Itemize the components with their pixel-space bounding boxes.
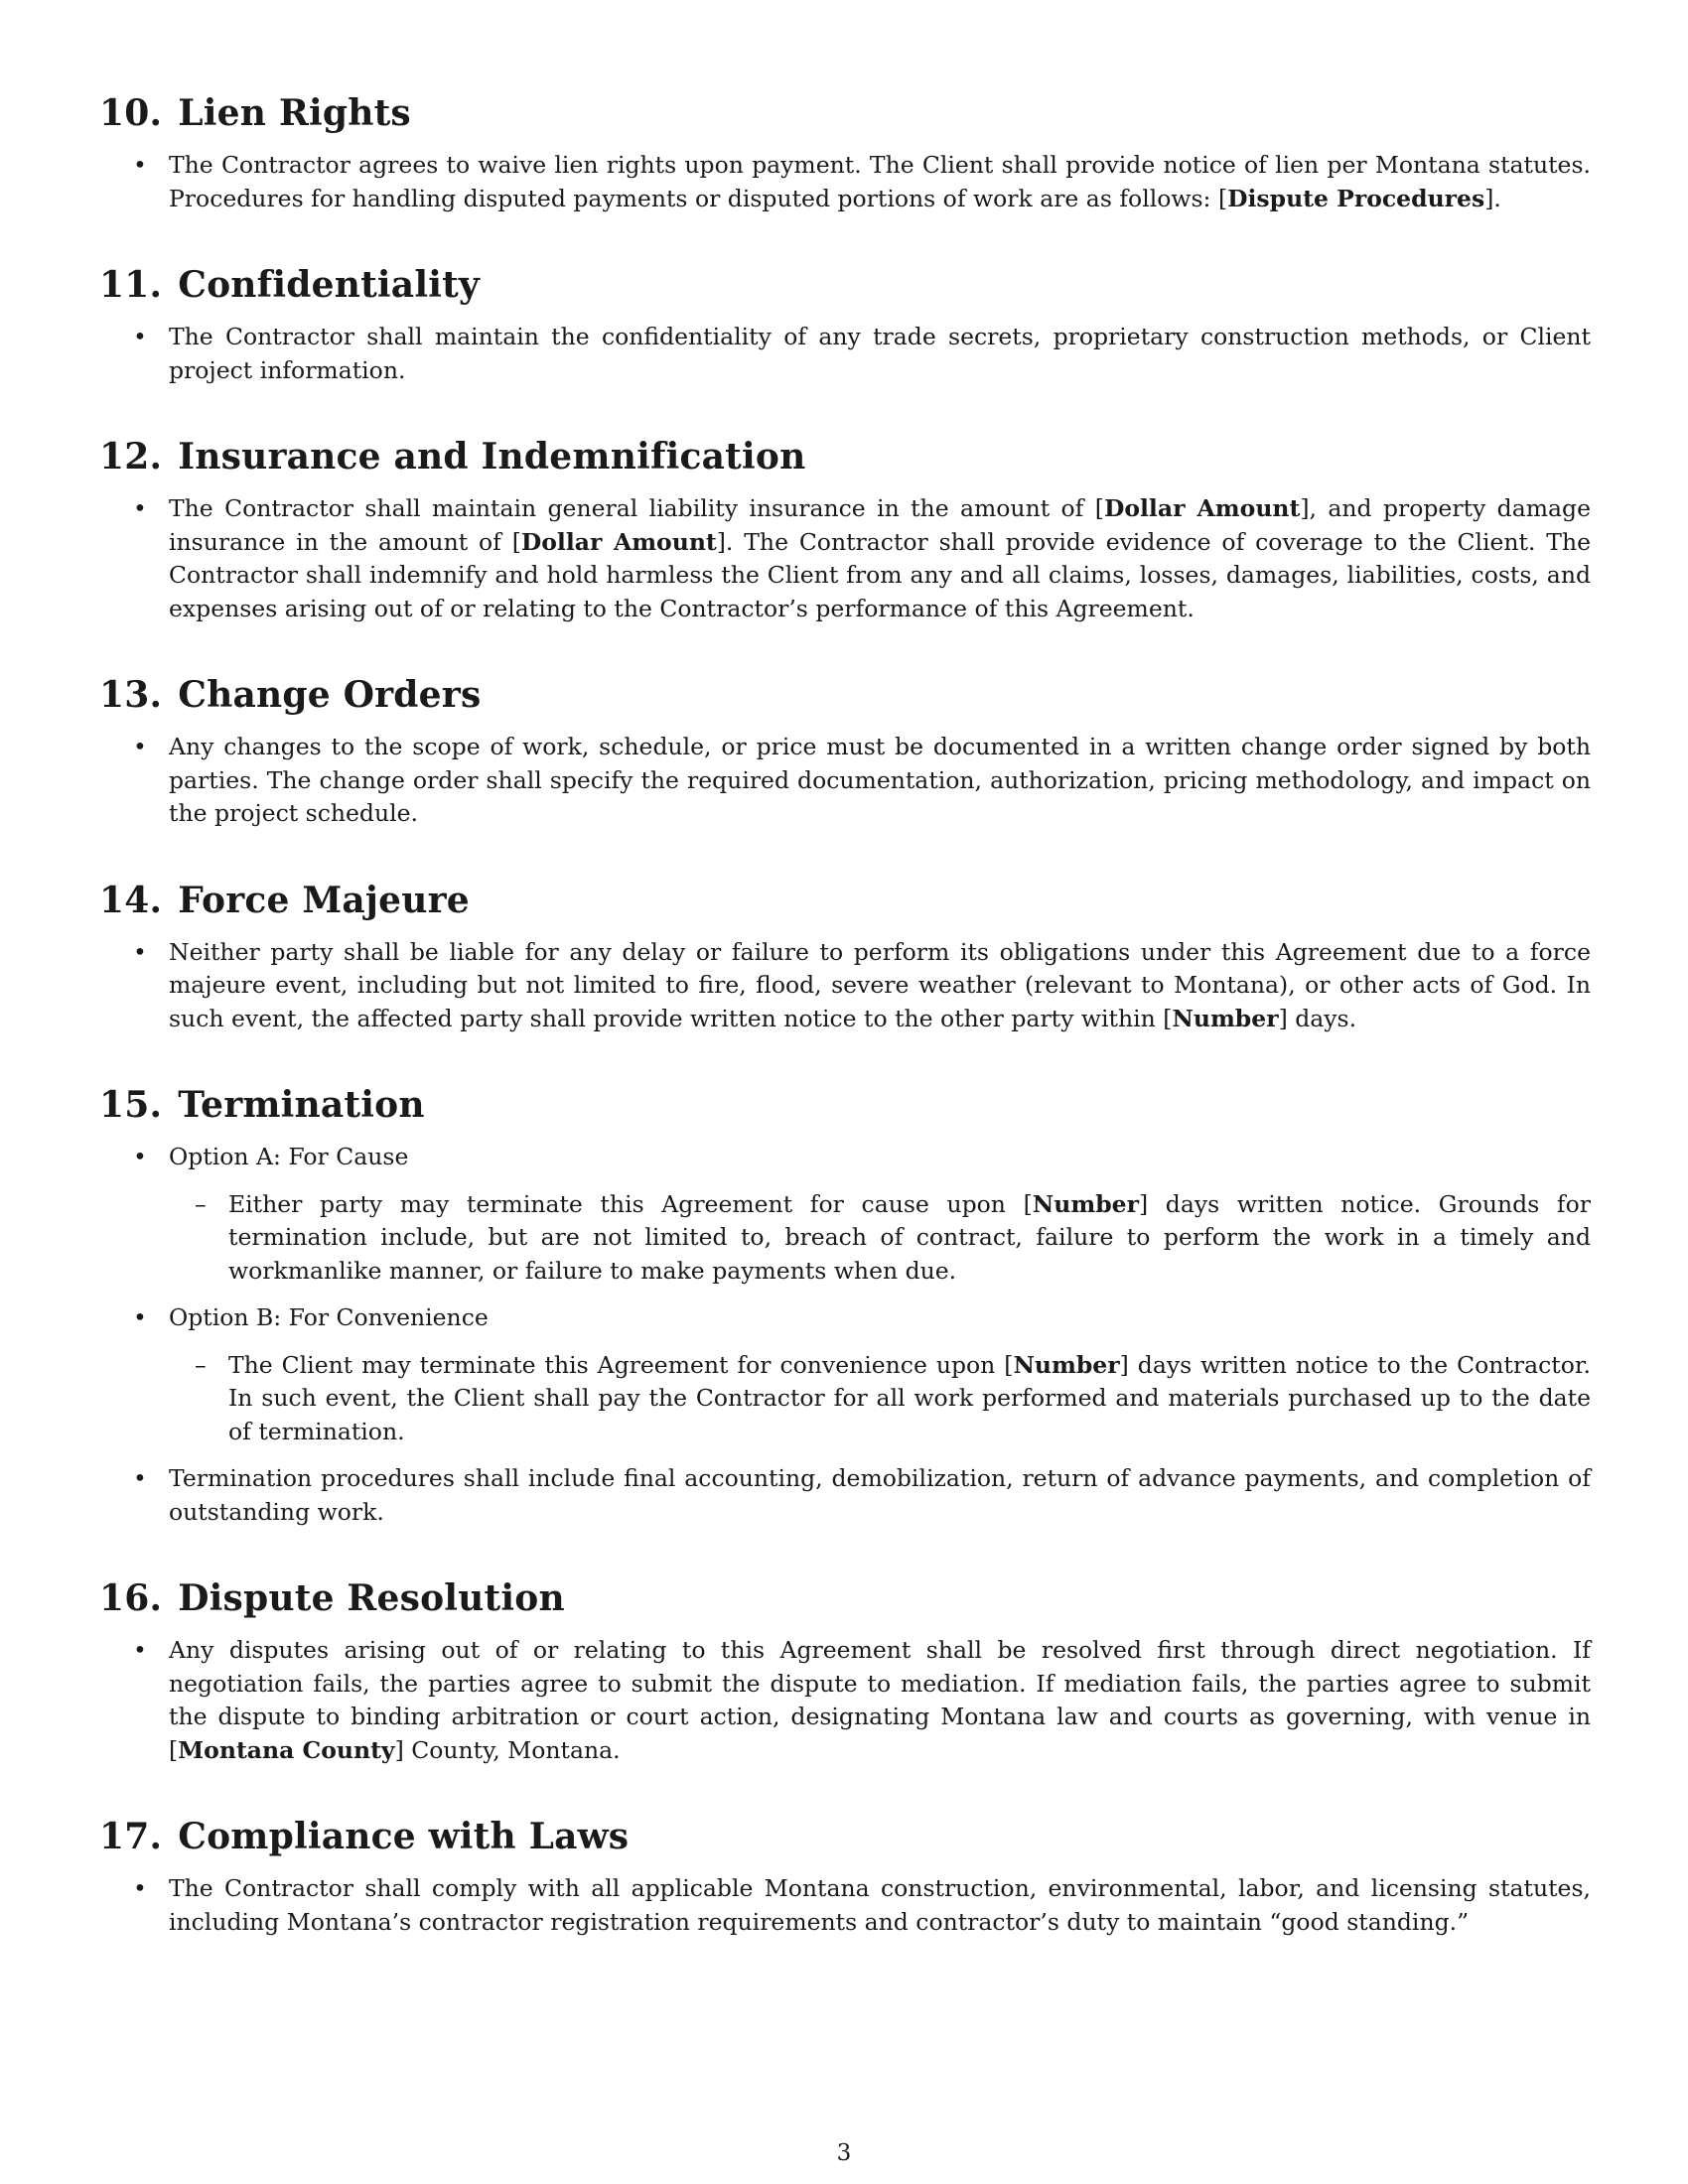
section-number: 16. — [99, 1577, 163, 1619]
list-item — [99, 936, 1591, 1036]
bullet-list — [99, 149, 1591, 215]
item-text: Any disputes arising out of or relating to this Agreement shall be resolved first through direct negotiation. If negotiation fails, the parties agree to submit the dispute to mediation. If mediation fails, the parties agree to submit the dispute to binding arbitration or court action, designating Montana law and courts as governing, with venue in [ — [169, 1636, 1591, 1764]
bullet-list — [99, 1872, 1591, 1939]
section-termination — [99, 1079, 1591, 1529]
list-item — [99, 1462, 1591, 1529]
list-item — [99, 731, 1591, 831]
section-title: Insurance and Indemnification — [178, 436, 806, 478]
item-text: ] days. — [1278, 1004, 1357, 1032]
list-item — [99, 149, 1591, 215]
placeholder-field: Number — [1013, 1350, 1120, 1379]
placeholder-field: Number — [1032, 1189, 1139, 1218]
item-text: The Contractor agrees to waive lien rights upon payment. The Client shall provide notice of lien per Montana statutes. Procedures for handling disputed payments or disputed portions of work are as follows: [ — [169, 151, 1591, 212]
item-text: The Contractor shall maintain the confidentiality of any trade secrets, proprietary construction methods, or Client project information. — [169, 323, 1591, 384]
bullet-list — [99, 321, 1591, 387]
item-text: ], and property damage insurance in the amount of [ — [169, 494, 1591, 556]
placeholder-field: Dollar Amount — [520, 527, 717, 556]
item-text: ]. The Contractor shall provide evidence of coverage to the Client. The Contractor shall indemnify and hold harmless the Client from any and all claims, losses, damages, liabilities, costs, and expenses arising out of or relating to the Contractor’s performance of this Agreement. — [169, 527, 1591, 622]
list-item — [99, 1872, 1591, 1939]
section-heading — [99, 1079, 1591, 1131]
bullet-list — [99, 492, 1591, 625]
section-lien-rights — [99, 87, 1591, 215]
section-compliance-with-laws — [99, 1811, 1591, 1939]
section-title: Compliance with Laws — [178, 1816, 630, 1857]
section-number: 11. — [99, 264, 163, 306]
section-number: 12. — [99, 436, 163, 478]
section-heading — [99, 87, 1591, 139]
section-heading — [99, 431, 1591, 482]
item-text: ]. — [1484, 184, 1501, 212]
bullet-list — [99, 1141, 1591, 1529]
item-text: ] County, Montana. — [394, 1735, 621, 1764]
section-change-orders — [99, 669, 1591, 831]
item-text: ] days written notice to the Contractor. In such event, the Client shall pay the Contractor for all work performed and materials purchased up to the date of termination. — [228, 1350, 1591, 1445]
placeholder-field: Dispute Procedures — [1227, 184, 1485, 212]
section-confidentiality — [99, 259, 1591, 387]
page-number: 3 — [836, 2140, 852, 2166]
section-force-majeure — [99, 875, 1591, 1036]
item-text: Any changes to the scope of work, schedule, or price must be documented in a written change order signed by both parties. The change order shall specify the required documentation, authorization, pricing methodology, and impact on the project schedule. — [169, 733, 1591, 827]
sub-list-item — [169, 1349, 1591, 1449]
item-text: The Client may terminate this Agreement for convenience upon [ — [228, 1350, 1014, 1379]
section-title: Confidentiality — [178, 264, 481, 306]
list-item — [99, 492, 1591, 625]
section-insurance-indemnification — [99, 431, 1591, 625]
section-heading — [99, 1811, 1591, 1862]
section-heading — [99, 1572, 1591, 1624]
item-text: Termination procedures shall include final accounting, demobilization, return of advance payments, and completion of outstanding work. — [169, 1464, 1591, 1526]
section-title: Force Majeure — [178, 879, 470, 921]
sub-list — [169, 1349, 1591, 1449]
section-title: Dispute Resolution — [178, 1577, 565, 1619]
list-item — [99, 1141, 1591, 1288]
section-heading — [99, 875, 1591, 926]
section-number: 15. — [99, 1084, 163, 1126]
sub-list — [169, 1188, 1591, 1289]
placeholder-field: Number — [1172, 1004, 1279, 1032]
list-item — [99, 321, 1591, 387]
section-title: Termination — [178, 1084, 425, 1126]
option-label: Option B: For Convenience — [169, 1303, 489, 1331]
sub-list-item — [169, 1188, 1591, 1289]
option-label: Option A: For Cause — [169, 1143, 409, 1170]
item-text: The Contractor shall comply with all applicable Montana construction, environmental, labor, and licensing statutes, including Montana’s contractor registration requirements and contractor’s duty to maintain “good standing.” — [169, 1874, 1591, 1936]
section-title: Change Orders — [178, 674, 482, 716]
section-number: 10. — [99, 92, 163, 134]
item-text: Neither party shall be liable for any delay or failure to perform its obligations under this Agreement due to a force majeure event, including but not limited to fire, flood, severe weather (relevant to Montana), or other acts of God. In such event, the affected party shall provide written notice to the other party within [ — [169, 937, 1591, 1032]
section-heading — [99, 259, 1591, 311]
document-page — [99, 87, 1591, 1982]
item-text: The Contractor shall maintain general liability insurance in the amount of [ — [169, 494, 1104, 522]
bullet-list — [99, 731, 1591, 831]
section-dispute-resolution — [99, 1572, 1591, 1767]
bullet-list — [99, 936, 1591, 1036]
item-text: ] days written notice. Grounds for termination include, but are not limited to, breach of contract, failure to perform the work in a timely and workmanlike manner, or failure to make payments when due. — [228, 1189, 1592, 1285]
item-text: Either party may terminate this Agreement for cause upon [ — [228, 1189, 1033, 1218]
section-number: 13. — [99, 674, 163, 716]
list-item — [99, 1301, 1591, 1448]
section-heading — [99, 669, 1591, 721]
placeholder-field: Montana County — [178, 1735, 395, 1764]
bullet-list — [99, 1634, 1591, 1767]
section-title: Lien Rights — [178, 92, 411, 134]
section-number: 14. — [99, 879, 163, 921]
placeholder-field: Dollar Amount — [1103, 494, 1301, 522]
list-item — [99, 1634, 1591, 1767]
section-number: 17. — [99, 1816, 163, 1857]
